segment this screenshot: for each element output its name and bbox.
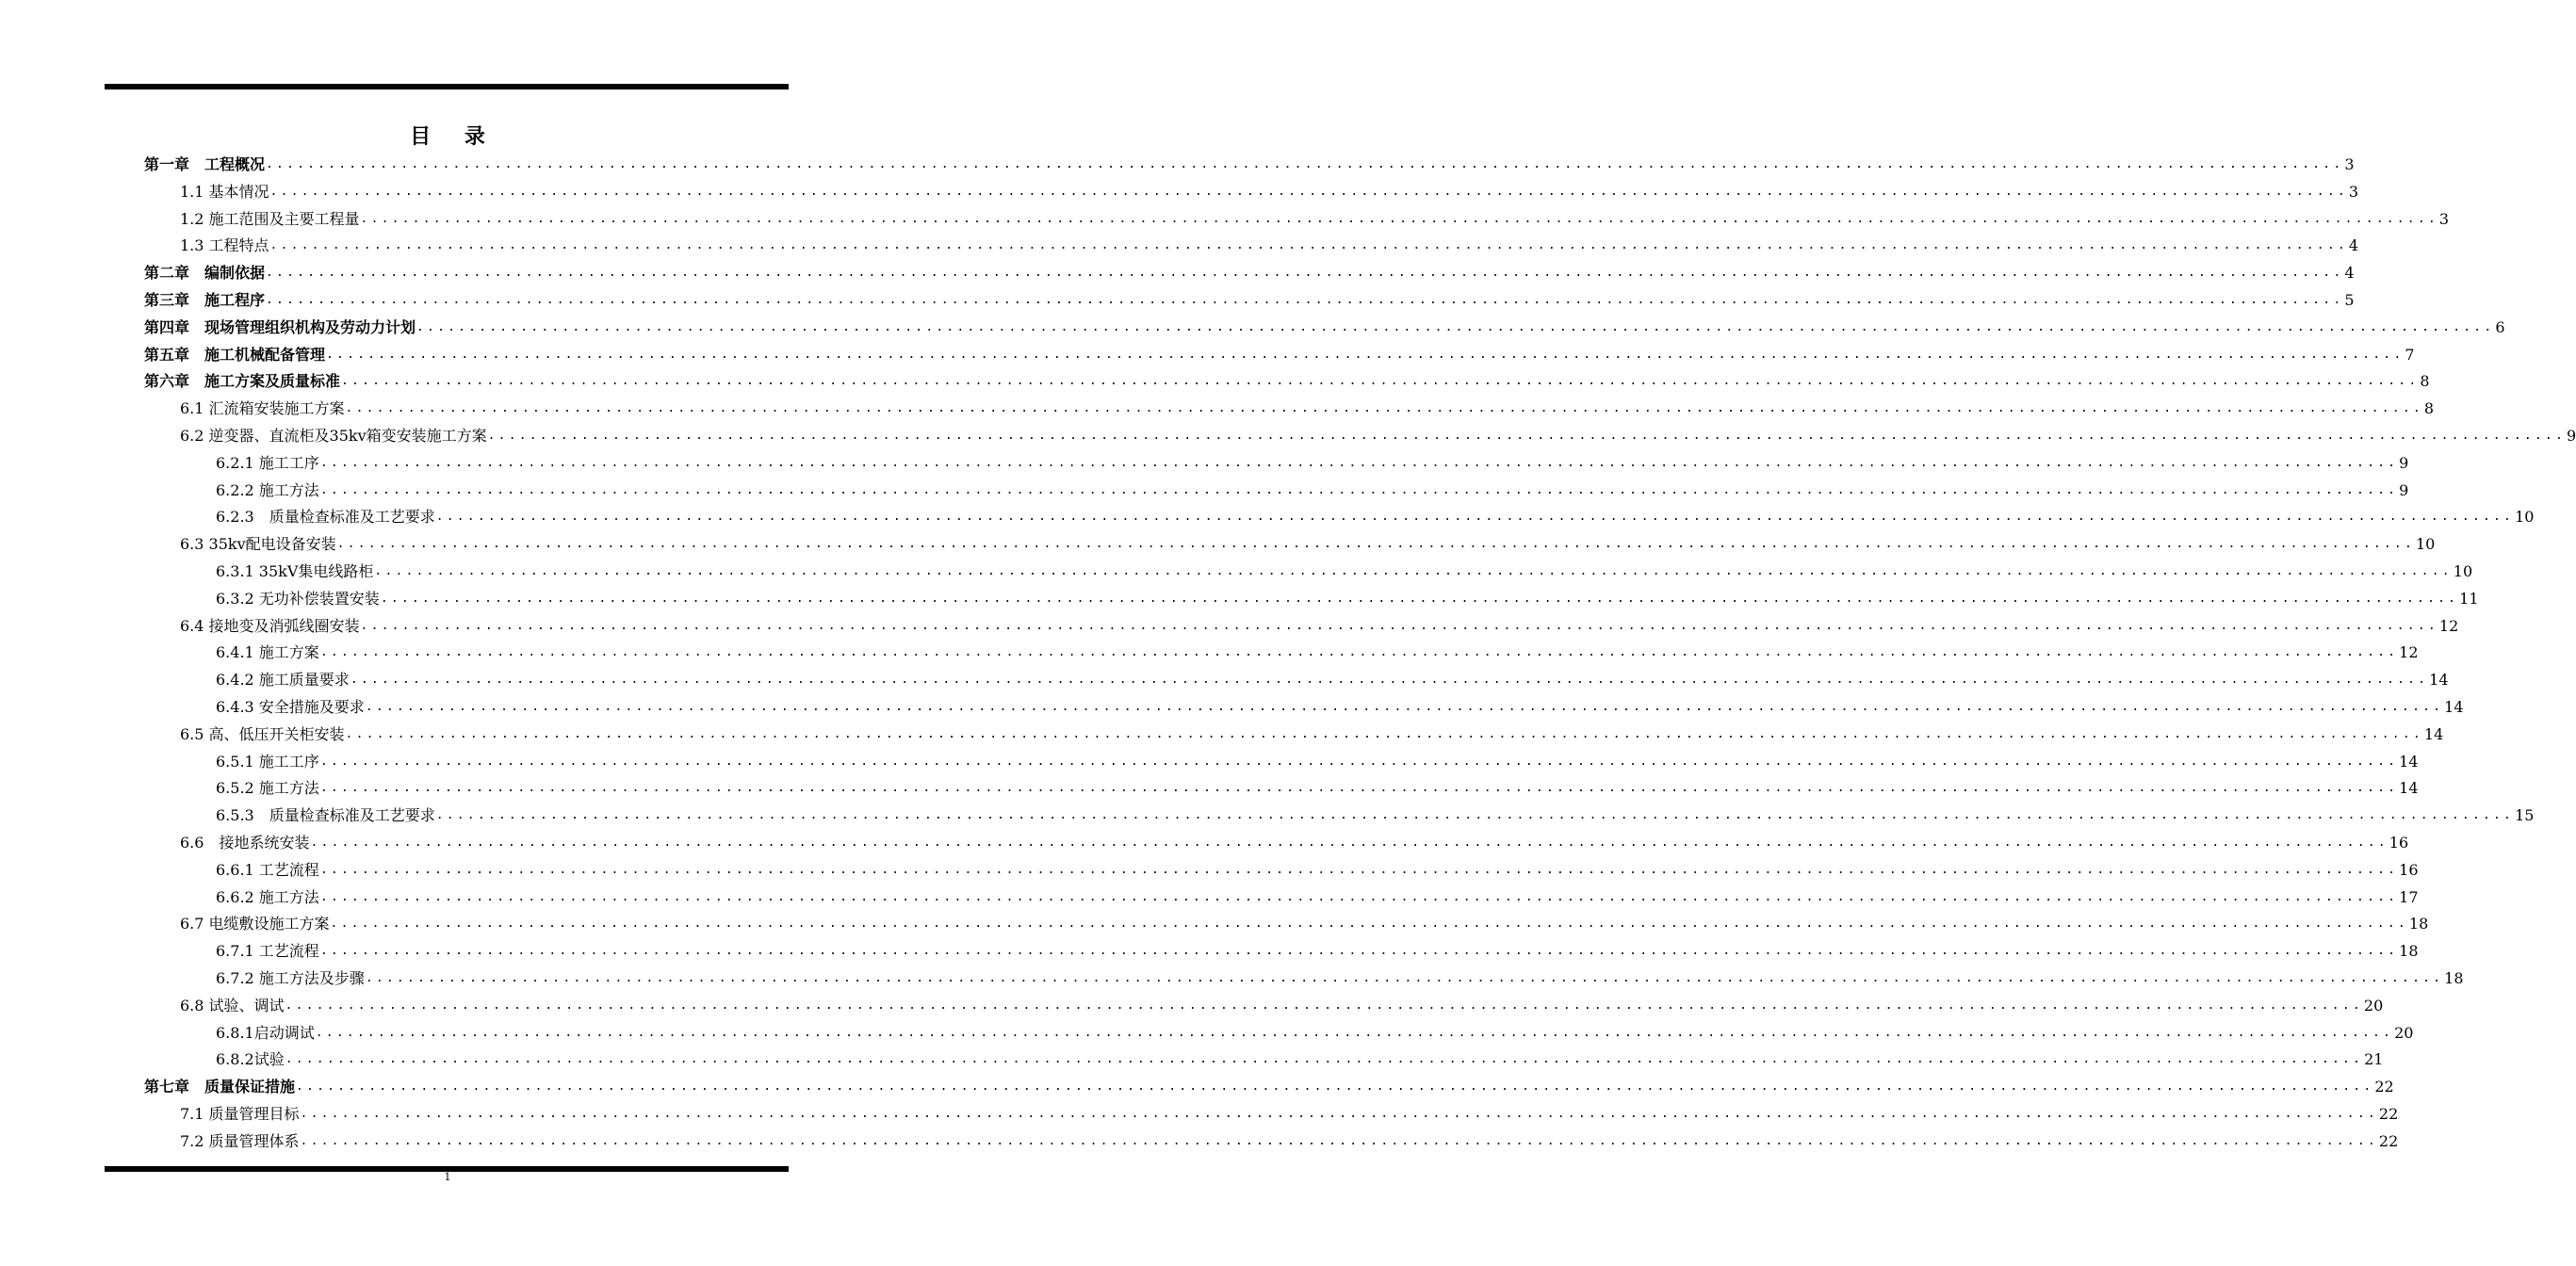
toc-entry-page: 9 bbox=[2399, 480, 2409, 499]
toc-entry-page: 5 bbox=[2344, 291, 2355, 309]
page-number: 1 bbox=[444, 1171, 451, 1183]
dot-leader: ........................................................................................................................................................................................................ bbox=[416, 319, 2495, 334]
dot-leader: ........................................................................................................................................................................................................ bbox=[365, 700, 2444, 714]
toc-section-entry[interactable] bbox=[216, 474, 2409, 500]
dot-leader: ........................................................................................................................................................................................................ bbox=[330, 917, 2408, 932]
toc-entry-label: 第四章 现场管理组织机构及劳动力计划 bbox=[144, 317, 416, 336]
toc-section-entry[interactable] bbox=[180, 1125, 2399, 1151]
toc-entry-page: 6 bbox=[2495, 317, 2505, 336]
toc-entry-page: 14 bbox=[2444, 698, 2464, 716]
toc-chapter-entry[interactable] bbox=[144, 365, 2430, 391]
toc-section-entry[interactable] bbox=[180, 907, 2429, 933]
dot-leader: ........................................................................................................................................................................................................ bbox=[296, 1079, 2374, 1095]
toc-section-entry[interactable] bbox=[216, 636, 2419, 662]
toc-entry-label: 第二章 编制依据 bbox=[144, 264, 266, 283]
toc-section-entry[interactable] bbox=[180, 203, 2450, 229]
toc-entry-page: 3 bbox=[2344, 155, 2355, 173]
toc-title: 目 录 bbox=[410, 125, 498, 149]
toc-entry-page: 12 bbox=[2438, 616, 2459, 635]
toc-entry-label: 7.1 质量管理目标 bbox=[180, 1105, 300, 1123]
toc-entry-page: 21 bbox=[2364, 1050, 2384, 1069]
toc-entry-page: 4 bbox=[2348, 236, 2359, 255]
dot-leader: ........................................................................................................................................................................................................ bbox=[310, 836, 2389, 850]
toc-entry-label: 6.6.1 工艺流程 bbox=[216, 860, 319, 879]
dot-leader: ........................................................................................................................................................................................................ bbox=[365, 971, 2444, 985]
toc-section-entry[interactable] bbox=[216, 555, 2473, 581]
toc-chapter-entry[interactable] bbox=[144, 311, 2505, 337]
dot-leader: ........................................................................................................................................................................................................ bbox=[380, 591, 2459, 606]
toc-entry-page: 12 bbox=[2399, 643, 2419, 662]
dot-leader: ........................................................................................................................................................................................................ bbox=[266, 266, 2344, 281]
toc-entry-label: 6.5 高、低压开关柜安装 bbox=[180, 724, 345, 743]
toc-entry-label: 1.2 施工范围及主要工程量 bbox=[180, 209, 360, 228]
dot-leader: ........................................................................................................................................................................................................ bbox=[319, 862, 2399, 877]
toc-entry-label: 6.2 逆变器、直流柜及35kv箱变安装施工方案 bbox=[180, 427, 487, 445]
toc-section-entry[interactable] bbox=[216, 799, 2535, 825]
toc-section-entry[interactable] bbox=[216, 1043, 2384, 1069]
dot-leader: ........................................................................................................................................................................................................ bbox=[300, 1107, 2378, 1121]
dot-leader: ........................................................................................................................................................................................................ bbox=[435, 510, 2515, 525]
toc-section-entry[interactable] bbox=[216, 771, 2419, 798]
dot-leader: ........................................................................................................................................................................................................ bbox=[336, 537, 2415, 552]
toc-section-entry[interactable] bbox=[216, 500, 2535, 527]
toc-entry-page: 22 bbox=[2378, 1105, 2399, 1123]
toc-entry-page: 3 bbox=[2438, 209, 2450, 228]
toc-entry-label: 6.1 汇流箱安装施工方案 bbox=[180, 399, 345, 418]
toc-entry-page: 16 bbox=[2399, 860, 2419, 879]
toc-chapter-entry[interactable] bbox=[144, 148, 2355, 174]
toc-entry-page: 10 bbox=[2515, 508, 2535, 527]
dot-leader: ........................................................................................................................................................................................................ bbox=[319, 455, 2399, 470]
toc-entry-page: 9 bbox=[2566, 427, 2576, 445]
toc-section-entry[interactable] bbox=[180, 826, 2409, 852]
toc-entry-label: 1.1 基本情况 bbox=[180, 182, 269, 201]
toc-section-entry[interactable] bbox=[180, 718, 2444, 744]
toc-entry-page: 15 bbox=[2515, 806, 2535, 825]
dot-leader: ........................................................................................................................................................................................................ bbox=[319, 645, 2399, 660]
dot-leader: ........................................................................................................................................................................................................ bbox=[269, 238, 2348, 253]
dot-leader: ........................................................................................................................................................................................................ bbox=[319, 482, 2399, 497]
toc-entry-label: 6.4.2 施工质量要求 bbox=[216, 671, 350, 690]
toc-chapter-entry[interactable] bbox=[144, 256, 2355, 283]
dot-leader: ........................................................................................................................................................................................................ bbox=[345, 401, 2423, 416]
toc-entry-label: 6.7.2 施工方法及步骤 bbox=[216, 969, 365, 987]
toc-section-entry[interactable] bbox=[180, 419, 2576, 446]
toc-entry-page: 22 bbox=[2374, 1078, 2394, 1096]
toc-entry-label: 6.7.1 工艺流程 bbox=[216, 942, 319, 961]
toc-entry-page: 14 bbox=[2423, 724, 2444, 743]
dot-leader: ........................................................................................................................................................................................................ bbox=[341, 374, 2420, 389]
toc-entry-page: 18 bbox=[2408, 915, 2429, 933]
toc-entry-page: 20 bbox=[2394, 1023, 2414, 1042]
toc-entry-page: 8 bbox=[2420, 372, 2430, 391]
toc-entry-label: 6.2.2 施工方法 bbox=[216, 480, 319, 499]
toc-entry-label: 6.3.2 无功补偿装置安装 bbox=[216, 589, 380, 608]
dot-leader: ........................................................................................................................................................................................................ bbox=[360, 211, 2438, 226]
toc-entry-page: 14 bbox=[2399, 779, 2419, 798]
toc-entry-page: 10 bbox=[2453, 562, 2473, 580]
toc-entry-label: 6.8.2试验 bbox=[216, 1050, 285, 1069]
dot-leader: ........................................................................................................................................................................................................ bbox=[319, 944, 2399, 959]
toc-section-entry[interactable] bbox=[216, 446, 2409, 473]
toc-entry-page: 7 bbox=[2405, 345, 2415, 364]
toc-entry-label: 第一章 工程概况 bbox=[144, 155, 266, 173]
dot-leader: ........................................................................................................................................................................................................ bbox=[326, 347, 2405, 362]
dot-leader: ........................................................................................................................................................................................................ bbox=[315, 1025, 2394, 1040]
toc-entry-label: 6.5.3 质量检查标准及工艺要求 bbox=[216, 806, 435, 825]
dot-leader: ........................................................................................................................................................................................................ bbox=[285, 1052, 2364, 1067]
toc-entry-label: 1.3 工程特点 bbox=[180, 236, 269, 255]
toc-entry-label: 6.5.1 施工工序 bbox=[216, 752, 319, 771]
toc-entry-label: 6.4.1 施工方案 bbox=[216, 643, 319, 662]
toc-section-entry[interactable] bbox=[180, 229, 2359, 255]
toc-entry-page: 14 bbox=[2429, 671, 2449, 690]
toc-entry-label: 6.5.2 施工方法 bbox=[216, 779, 319, 798]
toc-entry-label: 6.3 35kv配电设备安装 bbox=[180, 535, 336, 554]
toc-section-entry[interactable] bbox=[216, 1016, 2414, 1043]
toc-entry-label: 第七章 质量保证措施 bbox=[144, 1078, 296, 1096]
toc-section-entry[interactable] bbox=[216, 690, 2464, 717]
dot-leader: ........................................................................................................................................................................................................ bbox=[374, 564, 2453, 578]
toc-entry-label: 6.3.1 35kV集电线路柜 bbox=[216, 562, 374, 580]
dot-leader: ........................................................................................................................................................................................................ bbox=[319, 781, 2399, 796]
toc-entry-page: 18 bbox=[2399, 942, 2419, 961]
toc-entry-label: 6.8.1启动调试 bbox=[216, 1023, 315, 1042]
toc-entry-label: 第六章 施工方案及质量标准 bbox=[144, 372, 341, 391]
dot-leader: ........................................................................................................................................................................................................ bbox=[435, 808, 2515, 823]
toc-entry-label: 6.2.3 质量检查标准及工艺要求 bbox=[216, 508, 435, 527]
toc-entry-page: 8 bbox=[2423, 399, 2435, 418]
toc-entry-label: 6.7 电缆敷设施工方案 bbox=[180, 915, 330, 933]
toc-entry-page: 11 bbox=[2459, 589, 2479, 608]
toc-entry-page: 16 bbox=[2389, 834, 2409, 852]
toc-entry-label: 6.6.2 施工方法 bbox=[216, 887, 319, 906]
toc-section-entry[interactable] bbox=[216, 962, 2464, 988]
toc-section-entry[interactable] bbox=[180, 989, 2384, 1015]
dot-leader: ........................................................................................................................................................................................................ bbox=[300, 1133, 2378, 1148]
toc-entry-page: 20 bbox=[2363, 996, 2384, 1014]
toc-chapter-entry[interactable] bbox=[144, 284, 2355, 310]
toc-entry-page: 10 bbox=[2415, 535, 2436, 554]
toc-entry-page: 9 bbox=[2399, 453, 2409, 472]
toc-section-entry[interactable] bbox=[216, 663, 2449, 690]
dot-leader: ........................................................................................................................................................................................................ bbox=[266, 157, 2344, 171]
toc-section-entry[interactable] bbox=[180, 1097, 2399, 1124]
dot-leader: ........................................................................................................................................................................................................ bbox=[285, 998, 2363, 1013]
toc-entry-page: 22 bbox=[2378, 1131, 2399, 1150]
toc-section-entry[interactable] bbox=[216, 881, 2419, 907]
dot-leader: ........................................................................................................................................................................................................ bbox=[269, 184, 2348, 199]
toc-section-entry[interactable] bbox=[180, 392, 2435, 418]
toc-section-entry[interactable] bbox=[216, 934, 2419, 961]
toc-entry-label: 第五章 施工机械配备管理 bbox=[144, 345, 326, 364]
dot-leader: ........................................................................................................................................................................................................ bbox=[319, 889, 2399, 904]
dot-leader: ........................................................................................................................................................................................................ bbox=[350, 673, 2429, 688]
toc-entry-page: 4 bbox=[2344, 264, 2355, 283]
toc-entry-page: 3 bbox=[2348, 182, 2359, 201]
dot-leader: ........................................................................................................................................................................................................ bbox=[345, 726, 2423, 741]
toc-entry-label: 6.8 试验、调试 bbox=[180, 996, 285, 1014]
toc-entry-label: 6.4 接地变及消弧线圈安装 bbox=[180, 616, 360, 635]
toc-section-entry[interactable] bbox=[216, 745, 2419, 771]
toc-entry-label: 第三章 施工程序 bbox=[144, 291, 266, 309]
toc-section-entry[interactable] bbox=[180, 175, 2359, 202]
toc-section-entry[interactable] bbox=[180, 528, 2436, 554]
dot-leader: ........................................................................................................................................................................................................ bbox=[487, 429, 2566, 443]
toc-section-entry[interactable] bbox=[180, 609, 2459, 636]
toc-entry-page: 18 bbox=[2444, 969, 2464, 987]
header-rule bbox=[105, 84, 789, 89]
toc-section-entry[interactable] bbox=[216, 853, 2419, 880]
toc-entry-page: 14 bbox=[2399, 752, 2419, 771]
dot-leader: ........................................................................................................................................................................................................ bbox=[319, 754, 2399, 769]
toc-entry-label: 7.2 质量管理体系 bbox=[180, 1131, 300, 1150]
toc-chapter-entry[interactable] bbox=[144, 338, 2415, 365]
toc-entry-label: 6.4.3 安全措施及要求 bbox=[216, 698, 365, 716]
toc-entry-label: 6.6 接地系统安装 bbox=[180, 834, 310, 852]
toc-entry-label: 6.2.1 施工工序 bbox=[216, 453, 319, 472]
dot-leader: ........................................................................................................................................................................................................ bbox=[266, 293, 2344, 307]
toc-section-entry[interactable] bbox=[216, 582, 2479, 609]
toc-chapter-entry[interactable] bbox=[144, 1070, 2394, 1096]
toc-entry-page: 17 bbox=[2399, 887, 2419, 906]
dot-leader: ........................................................................................................................................................................................................ bbox=[360, 618, 2438, 633]
